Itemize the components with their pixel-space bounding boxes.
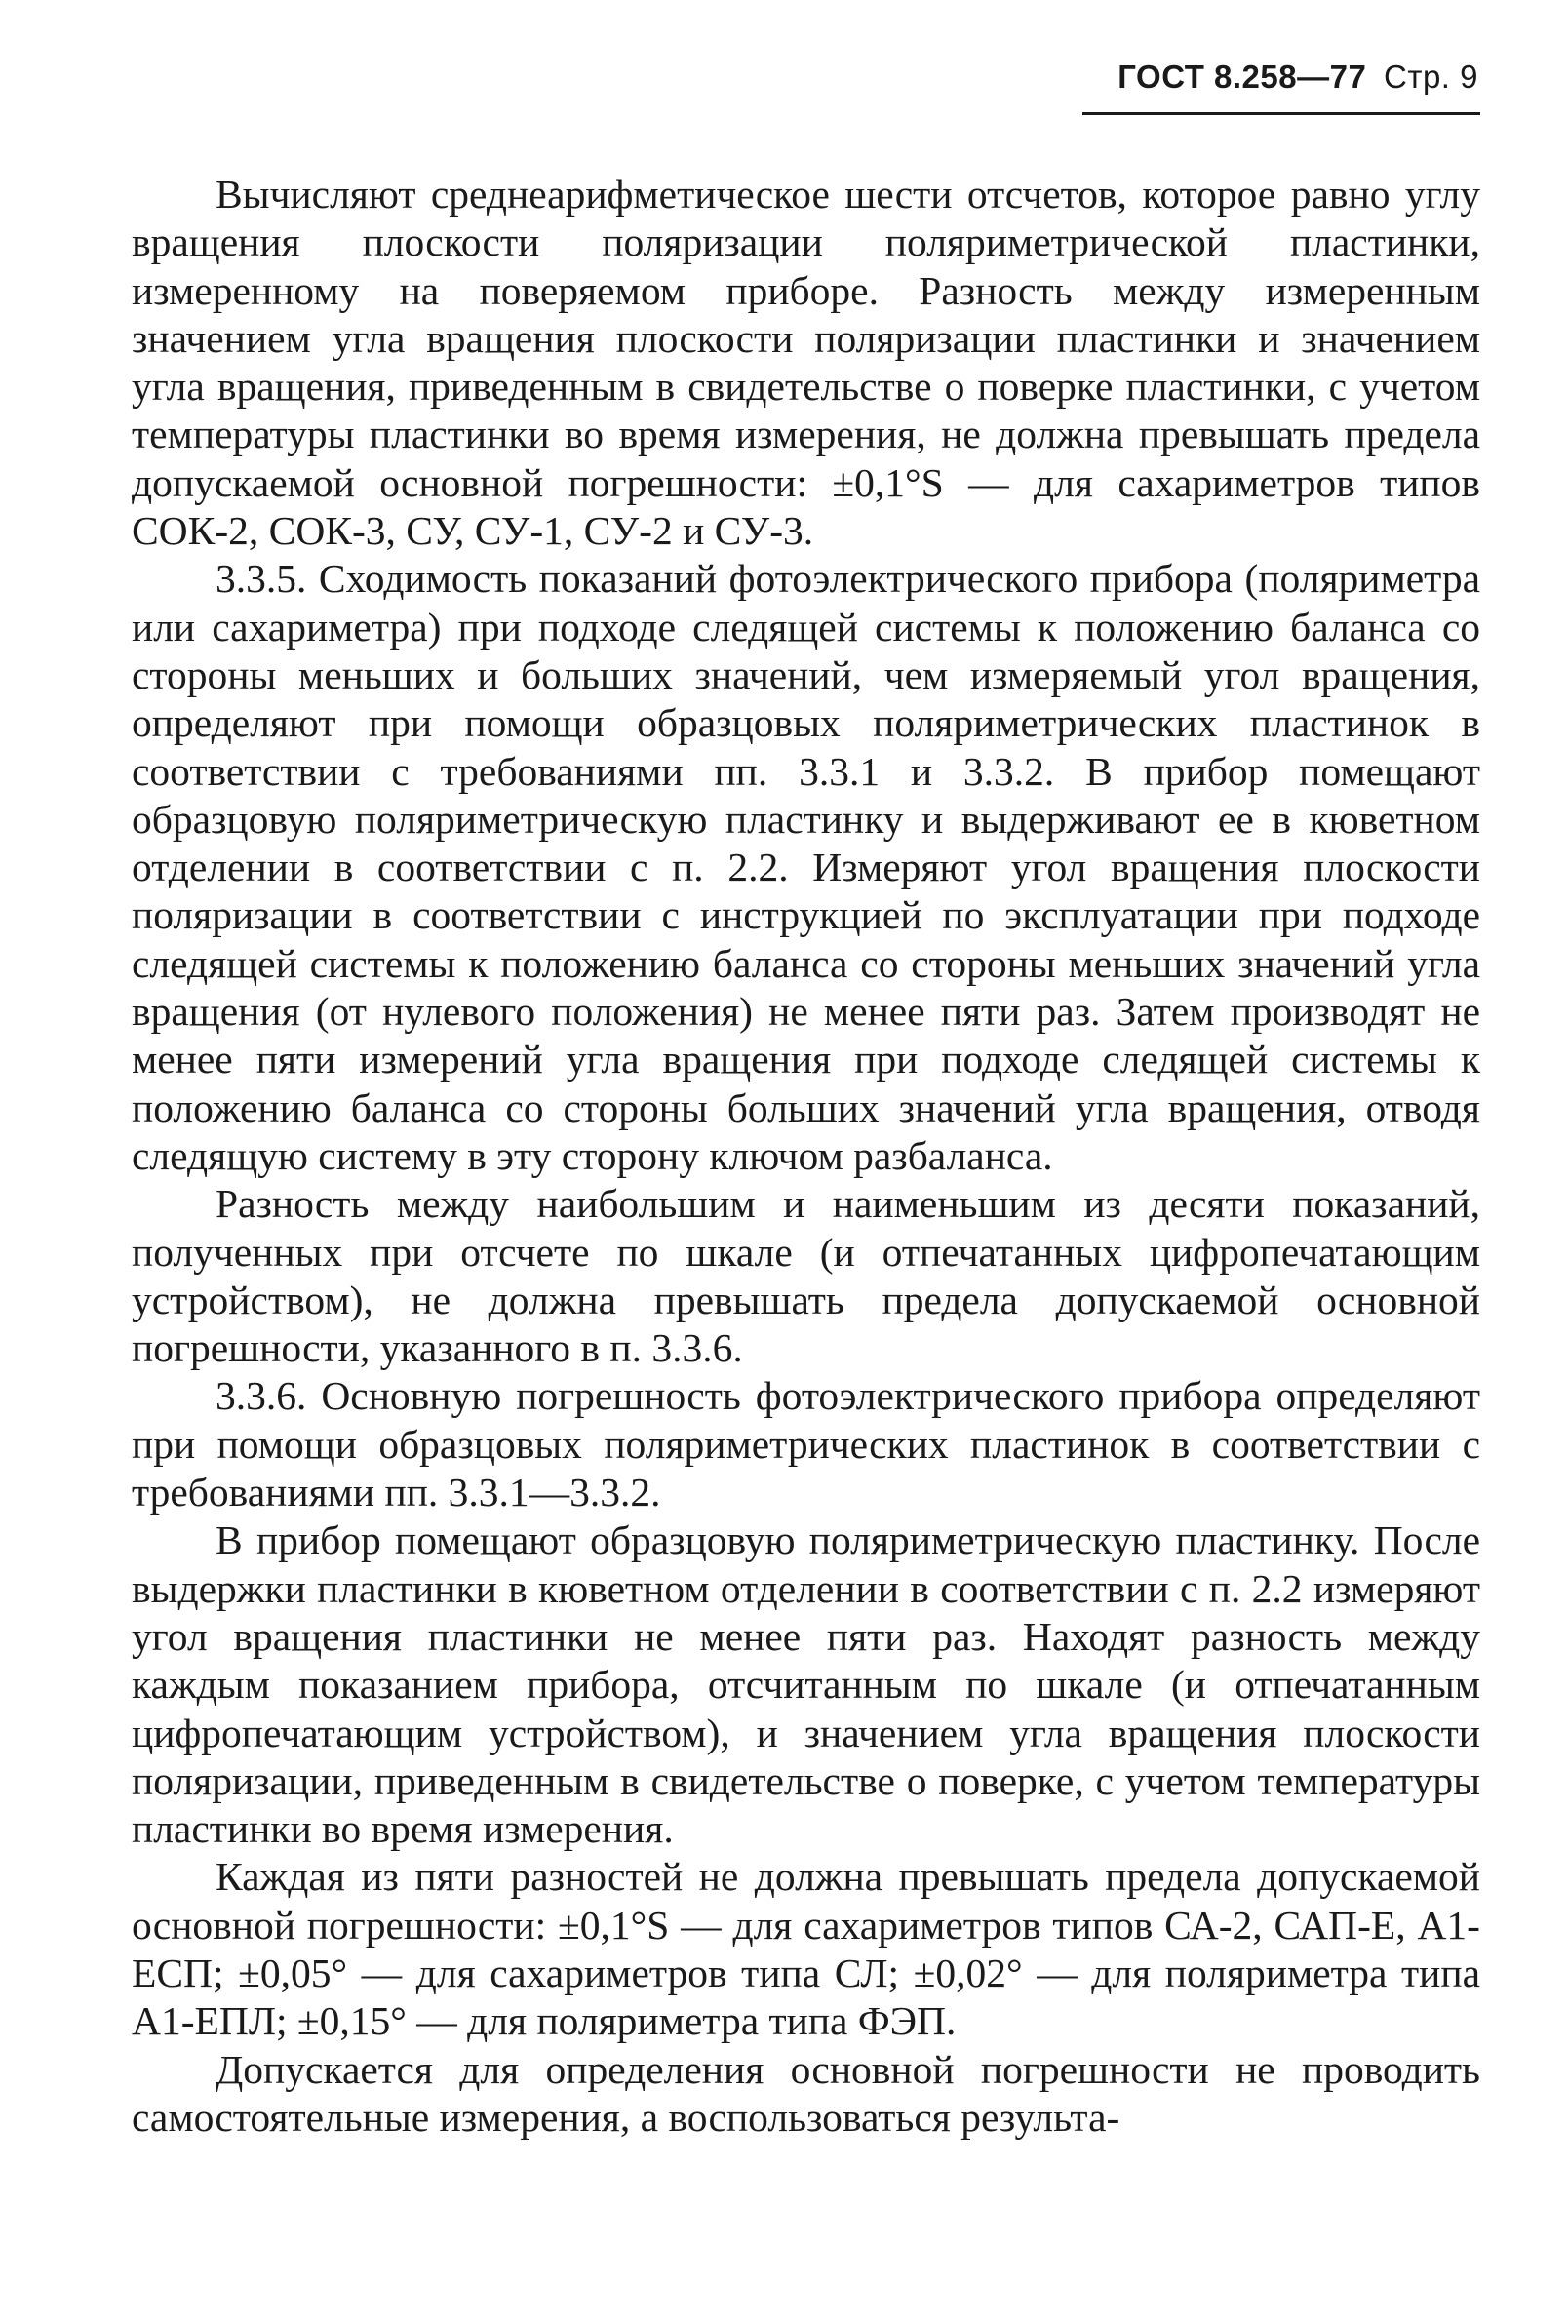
header-rule [1082,112,1480,115]
page-number: Стр. 9 [1384,59,1478,95]
paragraph-measurement-procedure: В прибор помещают образцовую поляриметрическую пластинку. После выдержки пластинки в кюветном отделении в соответствии с п. 2.2 измеряют угол вращения пластинки не менее пяти раз. Находят разность между каждым показанием прибора, отсчитанным по шкале (и отпечатанным цифропечатающим устройством), и значением угла вращения плоскости поляризации, приведенным в свидетельстве о поверке, с учетом температуры пластинки во время измерения. [132,1517,1480,1852]
paragraph-3-3-6: 3.3.6. Основную погрешность фотоэлектрического прибора определяют при помощи образцовых поляриметрических пластинок в соответствии с требованиями пп. 3.3.1—3.3.2. [132,1373,1480,1516]
paragraph-error-limits: Каждая из пяти разностей не должна превышать предела допускаемой основной погрешности: ±0,1°S — для сахариметров типов СА-2, САП-Е, А1-ЕСП; ±0,05° — для сахариметров типа СЛ; ±0,02° — для поляриметра типа А1-ЕПЛ; ±0,15° — для поляриметра типа ФЭП. [132,1854,1480,2044]
standard-number: ГОСТ 8.258—77 [1117,59,1367,95]
paragraph-3-3-5: 3.3.5. Сходимость показаний фотоэлектрического прибора (поляриметра или сахариметра) при подходе следящей системы к положению баланса со стороны меньших и больших значений, чем измеряемый угол вращения, определяют при помощи образцовых поляриметрических пластинок в соответствии с требованиями пп. 3.3.1 и 3.3.2. В прибор помещают образцовую поляриметрическую пластинку и выдерживают ее в кюветном отделении в соответствии с п. 2.2. Измеряют угол вращения плоскости поляризации в соответствии с инструкцией по эксплуатации при подходе следящей системы к положению баланса со стороны меньших значений угла вращения (от нулевого положения) не менее пяти раз. Затем производят не менее пяти измерений угла вращения при подходе следящей системы к положению баланса со стороны больших значений угла вращения, отводя следящую систему в эту сторону ключом разбаланса. [132,556,1480,1178]
body-text [132,171,1480,2142]
paragraph-continuation: Допускается для определения основной погрешности не проводить самостоятельные измерения, а воспользоваться результа- [132,2046,1480,2140]
running-header [1117,60,1478,93]
paragraph-verification-result: Вычисляют среднеарифметическое шести отсчетов, которое равно углу вращения плоскости поляризации поляриметрической пластинки, измеренному на поверяемом приборе. Разность между измеренным значением угла вращения плоскости поляризации пластинки и значением угла вращения, приведенным в свидетельстве о поверке пластинки, с учетом температуры пластинки во время измерения, не должна превышать предела допускаемой основной погрешности: ±0,1°S — для сахариметров типов СОК-2, СОК-3, СУ, СУ-1, СУ-2 и СУ-3. [132,172,1480,554]
paragraph-convergence-limit: Разность между наибольшим и наименьшим из десяти показаний, полученных при отсчете по шкале (и отпечатанных цифропечатающим устройством), не должна превышать предела допускаемой основной погрешности, указанного в п. 3.3.6. [132,1181,1480,1371]
